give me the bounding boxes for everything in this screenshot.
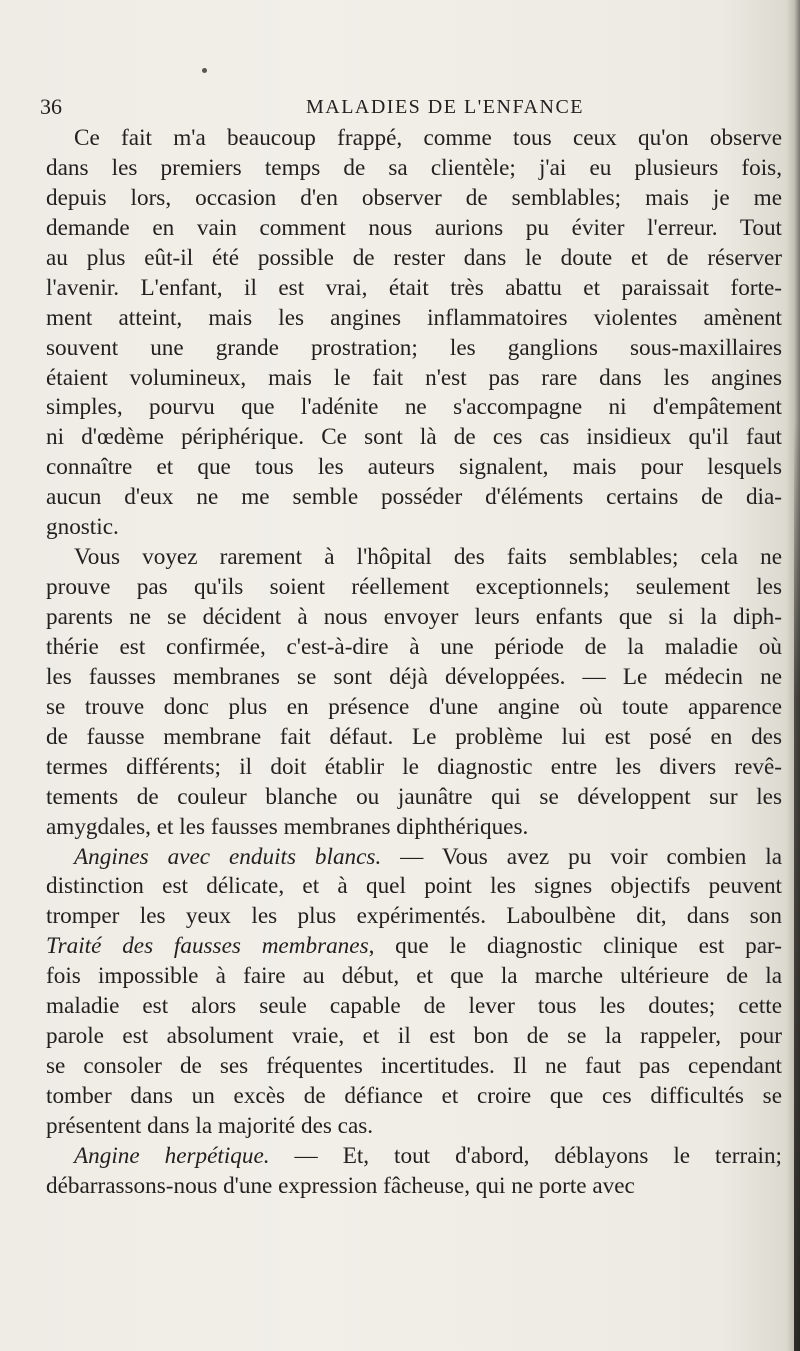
text-line: thérie est confirmée, c'est-à-dire à une période de la maladie où: [46, 633, 782, 660]
text-line: Ce fait m'a beaucoup frappé, comme tous ceux qu'on observe: [74, 125, 782, 151]
section-heading-angine-herpetique: Angine herpétique.: [74, 1142, 270, 1169]
text-line: parole est absolument vraie, et il est bon de se la rappeler, pour: [46, 1023, 782, 1050]
text-run: , que le diagnostic clinique est par-: [368, 933, 782, 960]
text-line: [46, 932, 782, 962]
text-line: ni d'œdème périphérique. Ce sont là de ces cas insidieux qu'il faut: [46, 424, 782, 451]
page-number: 36: [40, 94, 62, 119]
book-title-traite: Traité des fausses membranes: [46, 933, 369, 960]
section-heading-angines-enduits: Angines avec enduits blancs.: [74, 843, 382, 870]
page-header: [40, 92, 770, 122]
text-line: maladie est alors seule capable de lever tous les doutes; cette: [46, 993, 782, 1020]
text-line: au plus eût-il été possible de rester dans le doute et de réserver: [46, 244, 782, 271]
text-line: amygdales, et les fausses membranes diphthériques.: [46, 813, 529, 840]
text-line: termes différents; il doit établir le diagnostic entre les divers revê-: [46, 753, 782, 780]
text-run: — Vous avez pu voir combien la: [400, 843, 782, 870]
text-line: simples, pourvu que l'adénite ne s'accompagne ni d'empâtement: [46, 394, 782, 421]
text-line: se consoler de ses fréquentes incertitudes. Il ne faut pas cependant: [46, 1053, 782, 1080]
text-line: les fausses membranes se sont déjà développées. — Le médecin ne: [46, 663, 782, 690]
text-line: connaître et que tous les auteurs signalent, mais pour lesquels: [46, 454, 782, 481]
text-line: étaient volumineux, mais le fait n'est pas rare dans les angines: [46, 364, 782, 391]
text-run: — Et, tout d'abord, déblayons le terrain;: [294, 1142, 782, 1169]
text-line: souvent une grande prostration; les ganglions sous-maxillaires: [46, 334, 782, 361]
text-line: prouve pas qu'ils soient réellement exceptionnels; seulement les: [46, 574, 782, 601]
text-line: l'avenir. L'enfant, il est vrai, était très abattu et paraissait forte-: [46, 274, 782, 301]
text-line: ment atteint, mais les angines inflammatoires violentes amènent: [46, 304, 782, 331]
text-line: tements de couleur blanche ou jaunâtre qui se développent sur les: [46, 783, 782, 810]
text-line: présentent dans la majorité des cas.: [46, 1112, 374, 1139]
text-line: depuis lors, occasion d'en observer de semblables; mais je me: [46, 184, 782, 211]
text-line: dans les premiers temps de sa clientèle; j'ai eu plusieurs fois,: [46, 154, 782, 181]
text-line: fois impossible à faire au début, et que la marche ultérieure de la: [46, 963, 782, 990]
text-line: demande en vain comment nous aurions pu éviter l'erreur. Tout: [46, 214, 782, 241]
ink-speck: [202, 68, 207, 73]
text-line: tomber dans un excès de défiance et croire que ces difficultés se: [46, 1083, 782, 1109]
text-line: gnostic.: [46, 514, 119, 541]
running-title: MALADIES DE L'ENFANCE: [305, 96, 585, 118]
body-text: [46, 124, 782, 1202]
text-line: de fausse membrane fait défaut. Le problème lui est posé en des: [46, 723, 782, 750]
text-line: tromper les yeux les plus expérimentés. Laboulbène dit, dans son: [46, 903, 782, 930]
text-line: [46, 1142, 782, 1172]
text-line: Vous voyez rarement à l'hôpital des faits semblables; cela ne: [74, 544, 782, 571]
text-line: parents ne se décident à nous envoyer leurs enfants que si la diph-: [46, 604, 782, 630]
text-line: se trouve donc plus en présence d'une angine où toute apparence: [46, 693, 782, 720]
page-binding-edge: [794, 420, 800, 1351]
text-line: [46, 843, 782, 873]
text-line: distinction est délicate, et à quel point les signes objectifs peuvent: [46, 873, 782, 900]
text-line: aucun d'eux ne me semble posséder d'éléments certains de dia-: [46, 484, 782, 511]
text-line: débarrassons-nous d'une expression fâcheuse, qui ne porte avec: [46, 1172, 635, 1199]
